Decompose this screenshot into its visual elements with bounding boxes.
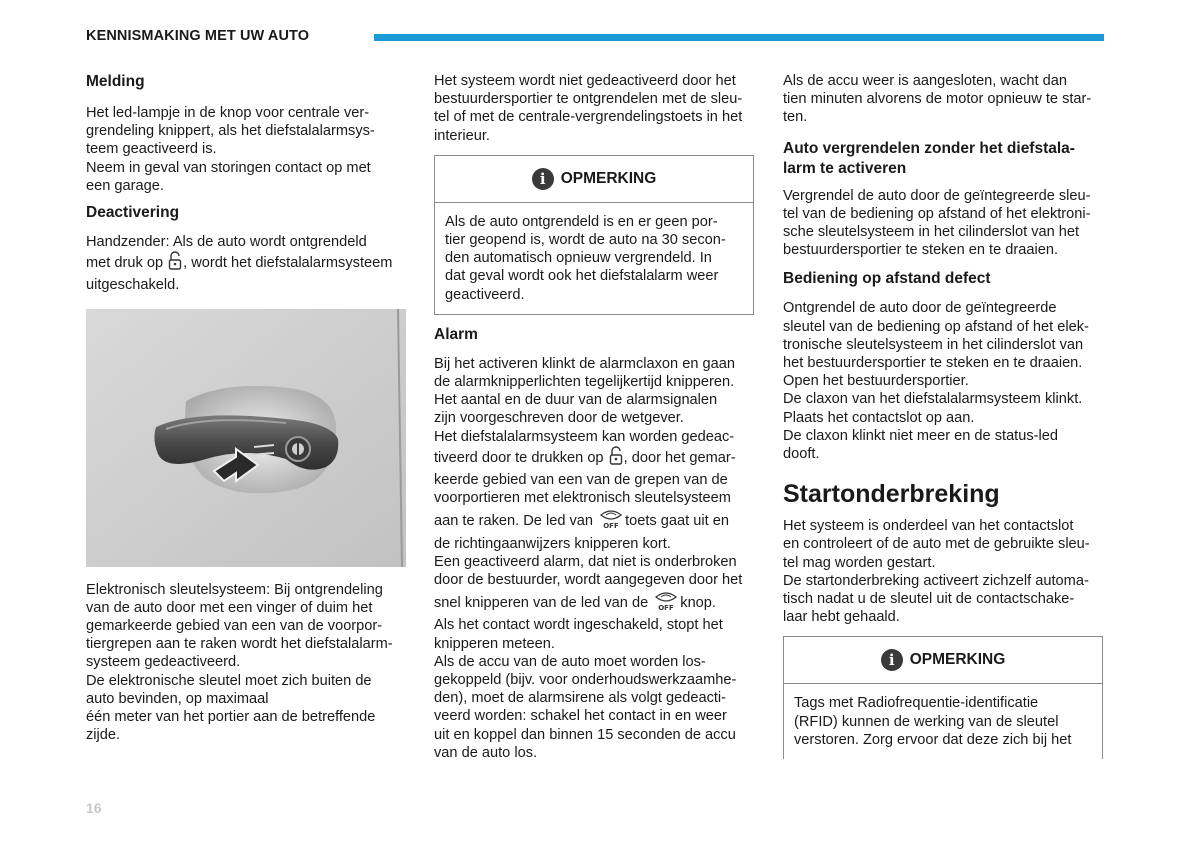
alarm-line: de richtingaanwijzers knipperen kort. — [434, 535, 671, 552]
caption-line: Elektronisch sleutelsysteem: Bij ontgrendeling — [86, 581, 383, 598]
note-header — [784, 637, 1102, 684]
alarm-text: snel knipperen van de led van de — [434, 595, 649, 612]
start-line: Het systeem is onderdeel van het contactslot — [783, 518, 1074, 535]
unlock-icon — [168, 251, 182, 276]
alarm-line: zijn voorgeschreven door de wetgever. — [434, 410, 684, 427]
note-line: den automatisch opnieuw vergrendeld. In — [445, 250, 712, 267]
alarm-text: aan te raken. De led van — [434, 513, 594, 530]
alarm-line: Bij het activeren klinkt de alarmclaxon en gaan — [434, 355, 735, 372]
defect-line: Open het bestuurdersportier. — [783, 373, 969, 390]
alarm-text: knop. — [680, 595, 716, 612]
note-line: geactiveerd. — [445, 286, 525, 303]
caption-line: gemarkeerde gebied van een van de voorpor- — [86, 618, 383, 635]
alarm-line: door de bestuurder, wordt aangegeven door het — [434, 572, 743, 589]
header-accent-bar — [374, 34, 1104, 41]
info-icon: i — [532, 168, 554, 190]
alarm-line — [434, 446, 754, 471]
melding-line: grendeling knippert, als het diefstalalarmsys- — [86, 123, 375, 140]
start-line: De startonderbreking activeert zichzelf automa- — [783, 572, 1089, 589]
defect-line: tronische sleutelsysteem in het cilinderslot van — [783, 336, 1084, 353]
intro-line: ten. — [783, 109, 808, 126]
alarm-text: toets gaat uit en — [625, 513, 729, 530]
note-title: OPMERKING — [560, 169, 657, 187]
defect-line: De claxon van het diefstalalarmsysteem klinkt. — [783, 391, 1083, 408]
note-header — [435, 156, 753, 203]
start-line: tisch nadat u de sleutel uit de contactschake- — [783, 591, 1075, 608]
intro-line: interieur. — [434, 127, 490, 144]
alarm-off-icon — [598, 507, 624, 534]
lock-line: bestuurdersportier te steken en te draaien. — [783, 242, 1059, 259]
alarm-line: de alarmknipperlichten tegelijkertijd knipperen. — [434, 374, 735, 391]
note-title: OPMERKING — [909, 651, 1006, 669]
note-box — [434, 155, 754, 315]
defect-line: dooft. — [783, 446, 820, 463]
intro-line: bestuurdersportier te ontgrendelen met de sleu- — [434, 91, 743, 108]
note-line: Als de auto ontgrendeld is en er geen por- — [445, 213, 718, 230]
note-line: (RFID) kunnen de werking van de sleutel — [794, 713, 1059, 730]
alarm-line: uit en koppel dan binnen 15 seconden de accu — [434, 726, 736, 743]
alarm-line: Het aantal en de duur van de alarmsignalen — [434, 392, 718, 409]
column-3 — [783, 72, 1103, 759]
alarm-line: van de auto los. — [434, 744, 538, 761]
caption-line: zijde. — [86, 727, 121, 744]
alarm-off-icon — [653, 589, 679, 616]
alarm-line: voorportieren met elektronisch sleutelsysteem — [434, 490, 731, 507]
melding-line: Het led-lampje in de knop voor centrale ver- — [86, 105, 370, 121]
deact-line — [86, 251, 406, 276]
unlock-icon — [609, 446, 623, 471]
lock-line: sche sleutelsysteem in het cilinderslot van het — [783, 224, 1080, 241]
door-handle-photo — [86, 309, 406, 567]
defect-heading: Bediening op afstand defect — [783, 270, 991, 288]
note-body — [435, 203, 753, 314]
alarm-line: Als het contact wordt ingeschakeld, stopt het — [434, 617, 723, 634]
lock-heading: larm te activeren — [783, 159, 907, 177]
off-label: OFF — [658, 604, 675, 612]
melding-line: Neem in geval van storingen contact op met — [86, 159, 371, 176]
alarm-text: tiveerd door te drukken op — [434, 449, 604, 466]
alarm-line: gekoppeld (bijv. voor onderhoudswerkzaamhe- — [434, 672, 737, 689]
caption-line: auto bevinden, op maximaal — [86, 690, 269, 707]
start-line: en controleert of de auto met de gebruikte sleu- — [783, 536, 1090, 553]
melding-heading: Melding — [86, 73, 145, 90]
caption-line: systeem gedeactiveerd. — [86, 654, 241, 671]
caption-line: van de auto door met een vinger of duim het — [86, 599, 373, 616]
defect-line: Plaats het contactslot op aan. — [783, 409, 975, 426]
alarm-line: Als de accu van de auto moet worden los- — [434, 653, 706, 670]
deact-line: Handzender: Als de auto wordt ontgrendeld — [86, 234, 367, 251]
intro-line: Als de accu weer is aangesloten, wacht dan — [783, 73, 1067, 89]
start-line: tel mag worden gestart. — [783, 554, 936, 571]
page-number: 16 — [86, 800, 102, 816]
off-label: OFF — [603, 522, 619, 530]
column-2 — [434, 72, 754, 762]
deact-line: uitgeschakeld. — [86, 277, 180, 294]
intro-line: tien minuten alvorens de motor opnieuw te star- — [783, 91, 1092, 108]
deactivering-heading: Deactivering — [86, 204, 180, 222]
alarm-line — [434, 589, 754, 616]
deact-text-b: , wordt het diefstalalarmsysteem — [183, 255, 393, 272]
note-body — [784, 684, 1102, 759]
alarm-heading: Alarm — [434, 325, 478, 343]
startonderbreking-heading: Startonderbreking — [783, 480, 1000, 509]
alarm-line: den), moet de alarmsirene als volgt gedeacti- — [434, 690, 727, 707]
caption-line: één meter van het portier aan de betreffende — [86, 709, 376, 726]
alarm-line: knipperen meteen. — [434, 635, 555, 652]
defect-line: Ontgrendel de auto door de geïntegreerde — [783, 300, 1057, 317]
header-title: KENNISMAKING MET UW AUTO — [86, 28, 310, 44]
lock-line: Vergrendel de auto door de geïntegreerde sleu- — [783, 187, 1091, 204]
caption-line: De elektronische sleutel moet zich buiten de — [86, 672, 372, 689]
caption-line: tiergrepen aan te raken wordt het diefstalalarm- — [86, 636, 393, 653]
melding-line: teem geactiveerd is. — [86, 141, 217, 158]
column-1 — [86, 72, 406, 744]
deact-text-a: met druk op — [86, 255, 164, 272]
note-line: dat geval wordt ook het diefstalalarm weer — [445, 268, 719, 285]
intro-line: tel of met de centrale-vergrendelingstoets in het — [434, 109, 743, 126]
start-line: laar hebt gehaald. — [783, 609, 900, 626]
note-line: verstoren. Zorg ervoor dat deze zich bij het — [794, 731, 1072, 748]
alarm-line: veerd worden: schakel het contact in en weer — [434, 708, 727, 725]
note-box — [783, 636, 1103, 759]
defect-line: De claxon klinkt niet meer en de status-led — [783, 427, 1058, 444]
alarm-line: Een geactiveerd alarm, dat niet is onderbroken — [434, 553, 737, 570]
alarm-line: Het diefstalalarmsysteem kan worden gedeac- — [434, 428, 735, 445]
info-icon: i — [881, 649, 903, 671]
lock-heading: Auto vergrendelen zonder het diefstala- — [783, 139, 1075, 157]
lock-line: tel van de bediening op afstand of het elektroni- — [783, 205, 1091, 222]
intro-line: Het systeem wordt niet gedeactiveerd door het — [434, 73, 736, 89]
alarm-text: , door het gemar- — [623, 449, 736, 466]
melding-line: een garage. — [86, 177, 164, 194]
note-line: Tags met Radiofrequentie-identificatie — [794, 695, 1039, 712]
alarm-line — [434, 507, 754, 534]
alarm-line: keerde gebied van een van de grepen van de — [434, 472, 728, 489]
note-line: tier geopend is, wordt de auto na 30 secon- — [445, 232, 726, 249]
defect-line: het bestuurdersportier te steken en te draaien. — [783, 355, 1083, 372]
defect-line: sleutel van de bediening op afstand of het elek- — [783, 318, 1089, 335]
